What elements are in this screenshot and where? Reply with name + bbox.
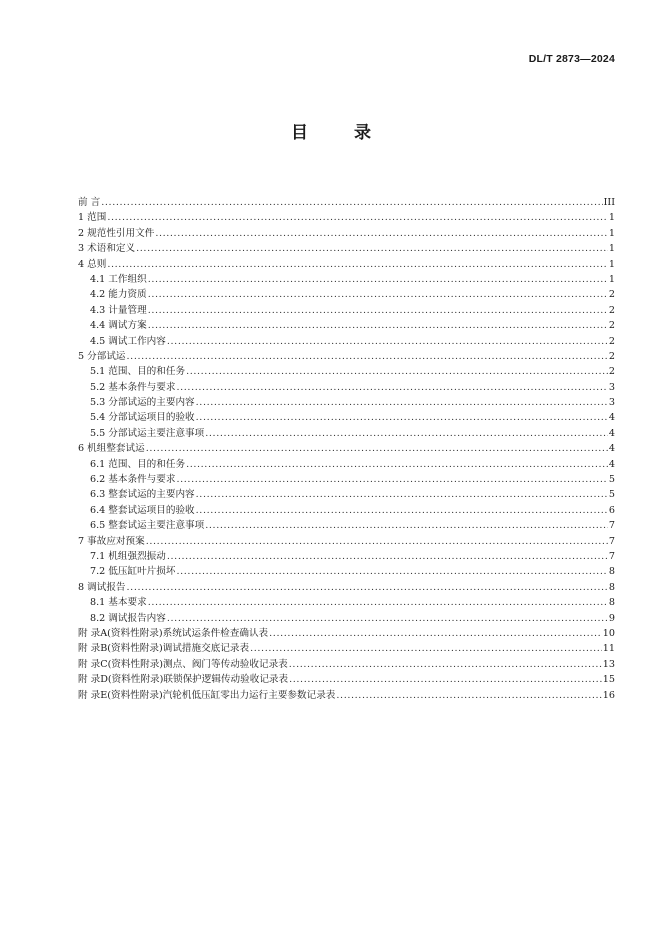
toc-entry-label: 5 分部试运 [78, 350, 126, 362]
toc-entry-label: 6.3 整套试运的主要内容 [90, 489, 195, 501]
dot-leader [167, 611, 608, 626]
toc-entry-label: 7.1 机组强烈振动 [90, 550, 166, 562]
toc-entry-page: 4 [608, 412, 615, 424]
toc-entry-page: 1 [608, 243, 615, 255]
dot-leader [289, 672, 602, 687]
toc-entry-label: 3 术语和定义 [78, 243, 136, 255]
toc-entry-8[interactable] [78, 580, 615, 595]
toc-entry-label: 8.2 调试报告内容 [90, 612, 166, 624]
toc-entry-page: 15 [602, 674, 615, 686]
toc-entry-label: 4.2 能力资质 [90, 289, 147, 301]
toc-entry-6[interactable] [78, 441, 615, 456]
toc-entry-page: 11 [602, 643, 615, 655]
toc-entry-label: 附 录B(资料性附录)调试措施交底记录表 [78, 643, 250, 655]
toc-entry-page: 9 [608, 612, 615, 624]
toc-entry-page: 2 [608, 320, 615, 332]
toc-entry-page: 1 [608, 212, 615, 224]
toc-entry-7-2[interactable] [78, 564, 615, 579]
toc-entry-6-3[interactable] [78, 487, 615, 502]
toc-entry-page: 3 [608, 397, 615, 409]
dot-leader [196, 395, 608, 410]
toc-entry-page: 2 [608, 304, 615, 316]
toc-entry-page: 5 [608, 474, 615, 486]
toc-entry-page: 3 [608, 381, 615, 393]
toc-entry-label: 6.1 范围、目的和任务 [90, 458, 186, 470]
toc-entry-7-1[interactable] [78, 549, 615, 564]
dot-leader [196, 487, 608, 502]
toc-entry-label: 5.4 分部试运项目的验收 [90, 412, 195, 424]
toc-entry-appendix-d[interactable] [78, 672, 615, 687]
toc-entry-page: III [603, 197, 615, 208]
dot-leader [186, 457, 608, 472]
dot-leader [269, 626, 602, 641]
dot-leader [127, 580, 608, 595]
toc-entry-5-3[interactable] [78, 395, 615, 410]
toc-entry-page: 2 [608, 289, 615, 301]
toc-entry-page: 16 [602, 689, 615, 701]
toc-entry-page: 8 [608, 581, 615, 593]
toc-entry-label: 4.5 调试工作内容 [90, 335, 166, 347]
toc-entry-label: 6.4 整套试运项目的验收 [90, 504, 195, 516]
toc-entry-3[interactable] [78, 241, 615, 256]
dot-leader [289, 657, 602, 672]
dot-leader [148, 287, 608, 302]
toc-entry-5-4[interactable] [78, 410, 615, 425]
toc-entry-label: 4.3 计量管理 [90, 304, 147, 316]
toc-entry-6-2[interactable] [78, 472, 615, 487]
dot-leader [107, 257, 608, 272]
dot-leader [101, 195, 602, 210]
toc-entry-page: 4 [608, 458, 615, 470]
toc-entry-page: 7 [608, 520, 615, 532]
toc-entry-4-3[interactable] [78, 303, 615, 318]
dot-leader [196, 410, 608, 425]
toc-entry-label: 6 机组整套试运 [78, 443, 145, 455]
toc-entry-label: 8.1 基本要求 [90, 597, 147, 609]
toc-entry-page: 2 [608, 335, 615, 347]
toc-entry-appendix-a[interactable] [78, 626, 615, 641]
toc-entry-page: 8 [608, 566, 615, 578]
toc-entry-label: 5.2 基本条件与要求 [90, 381, 176, 393]
toc-entry-8-2[interactable] [78, 611, 615, 626]
toc-entry-page: 4 [608, 427, 615, 439]
toc-entry-label: 附 录D(资料性附录)联锁保护逻辑传动验收记录表 [78, 674, 289, 686]
dot-leader [196, 503, 608, 518]
dot-leader [146, 441, 608, 456]
toc-entry-page: 5 [608, 489, 615, 501]
toc-entry-5[interactable] [78, 349, 615, 364]
dot-leader [146, 534, 608, 549]
toc-entry-4-4[interactable] [78, 318, 615, 333]
toc-entry-page: 13 [602, 658, 615, 670]
toc-entry-page: 1 [608, 273, 615, 285]
dot-leader [205, 518, 608, 533]
toc-entry-label: 附 录C(资料性附录)测点、阀门等传动验收记录表 [78, 658, 288, 670]
toc-entry-7[interactable] [78, 534, 615, 549]
dot-leader [148, 318, 608, 333]
toc-entry-4[interactable] [78, 257, 615, 272]
toc-entry-label: 4 总则 [78, 258, 107, 270]
toc-entry-6-1[interactable] [78, 457, 615, 472]
toc-entry-label: 附 录E(资料性附录)汽轮机低压缸零出力运行主要参数记录表 [78, 689, 336, 701]
toc-entry-label: 2 规范性引用文件 [78, 227, 155, 239]
dot-leader [107, 210, 608, 225]
toc-entry-label: 附 录A(资料性附录)系统试运条件检查确认表 [78, 627, 269, 639]
dot-leader [155, 226, 608, 241]
toc-entry-8-1[interactable] [78, 595, 615, 610]
toc-entry-appendix-c[interactable] [78, 657, 615, 672]
toc-entry-label: 5.1 范围、目的和任务 [90, 366, 186, 378]
page-title: 目 录 [291, 123, 391, 143]
toc-entry-label: 前 言 [78, 197, 101, 208]
toc-entry-4-5[interactable] [78, 334, 615, 349]
dot-leader [167, 549, 608, 564]
dot-leader [176, 564, 607, 579]
toc-entry-5-1[interactable] [78, 364, 615, 379]
toc-entry-page: 1 [608, 227, 615, 239]
dot-leader [127, 349, 608, 364]
dot-leader [186, 364, 608, 379]
dot-leader [176, 380, 607, 395]
toc-entry-6-5[interactable] [78, 518, 615, 533]
dot-leader [205, 426, 608, 441]
dot-leader [148, 272, 608, 287]
dot-leader [176, 472, 607, 487]
toc-entry-foreword[interactable] [78, 195, 615, 210]
toc-entry-4-2[interactable] [78, 287, 615, 302]
toc-entry-page: 2 [608, 366, 615, 378]
toc-entry-page: 2 [608, 350, 615, 362]
toc-entry-2[interactable] [78, 226, 615, 241]
toc-entry-label: 4.1 工作组织 [90, 273, 147, 285]
toc-entry-page: 7 [608, 550, 615, 562]
dot-leader [250, 641, 602, 656]
toc-entry-label: 5.5 分部试运主要注意事项 [90, 427, 205, 439]
document-code: DL/T 2873—2024 [528, 53, 615, 65]
toc-entry-page: 10 [602, 627, 615, 639]
toc-entry-label: 6.5 整套试运主要注意事项 [90, 520, 205, 532]
toc-entry-label: 7.2 低压缸叶片损坏 [90, 566, 176, 578]
toc-entry-page: 8 [608, 597, 615, 609]
table-of-contents [78, 195, 615, 703]
toc-entry-label: 5.3 分部试运的主要内容 [90, 397, 195, 409]
dot-leader [167, 334, 608, 349]
dot-leader [148, 303, 608, 318]
toc-entry-label: 8 调试报告 [78, 581, 126, 593]
toc-entry-appendix-b[interactable] [78, 641, 615, 656]
dot-leader [136, 241, 608, 256]
toc-entry-6-4[interactable] [78, 503, 615, 518]
toc-entry-5-2[interactable] [78, 380, 615, 395]
toc-entry-4-1[interactable] [78, 272, 615, 287]
toc-entry-label: 7 事故应对预案 [78, 535, 145, 547]
toc-entry-page: 6 [608, 504, 615, 516]
toc-entry-page: 7 [608, 535, 615, 547]
toc-entry-5-5[interactable] [78, 426, 615, 441]
dot-leader [336, 688, 601, 703]
toc-entry-label: 6.2 基本条件与要求 [90, 474, 176, 486]
toc-entry-appendix-e[interactable] [78, 688, 615, 703]
toc-entry-page: 1 [608, 258, 615, 270]
toc-entry-page: 4 [608, 443, 615, 455]
toc-entry-label: 1 范围 [78, 212, 107, 224]
toc-entry-1[interactable] [78, 210, 615, 225]
dot-leader [148, 595, 608, 610]
toc-entry-label: 4.4 调试方案 [90, 320, 147, 332]
